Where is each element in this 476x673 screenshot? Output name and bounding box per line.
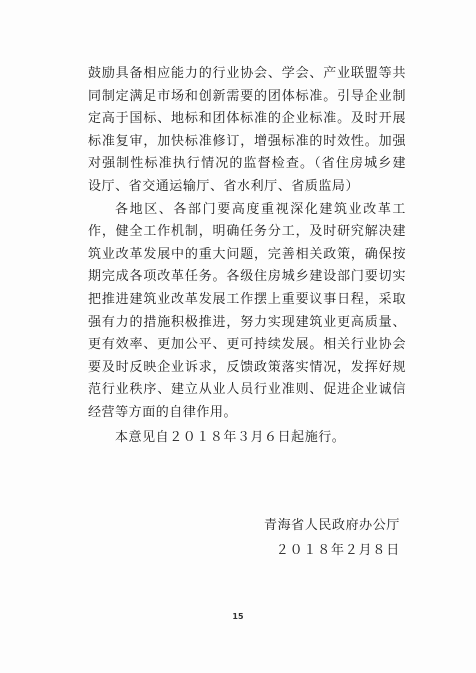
- paragraph-standards: 鼓励具备相应能力的行业协会、学会、产业联盟等共同制定满足市场和创新需要的团体标准。引导企业制定高于国标、地标和团体标准的企业标准。及时开展标准复审，加快标准修订，增强标准的时效性。加强对强制性标准执行情况的监督检查。（省住房城乡建设厅、省交通运输厅、省水利厅、省质监局）: [88, 66, 406, 194]
- paragraph-implementation: 各地区、各部门要高度重视深化建筑业改革工作，健全工作机制，明确任务分工，及时研究解决建筑业改革发展中的重大问题，完善相关政策，确保按期完成各项改革任务。各级住房城乡建设部门要切实把推进建筑业改革发展工作摆上重要议事日程，采取强有力的措施积极推进，努力实现建筑业更高质量、更有效率、更加公平、更可持续发展。相关行业协会要及时反映企业诉求，反馈政策落实情况，发挥好规范行业秩序、建立从业人员行业准则、促进企业诚信经营等方面的自律作用。: [88, 201, 406, 420]
- document-body: [88, 63, 406, 449]
- signature-date: ２０１８年２月８日: [275, 543, 400, 558]
- paragraph-effective-date: 本意见自２０１８年３月６日起施行。: [115, 429, 346, 445]
- signature-organization: 青海省人民政府办公厅: [263, 518, 400, 533]
- page-number: 15: [232, 612, 244, 621]
